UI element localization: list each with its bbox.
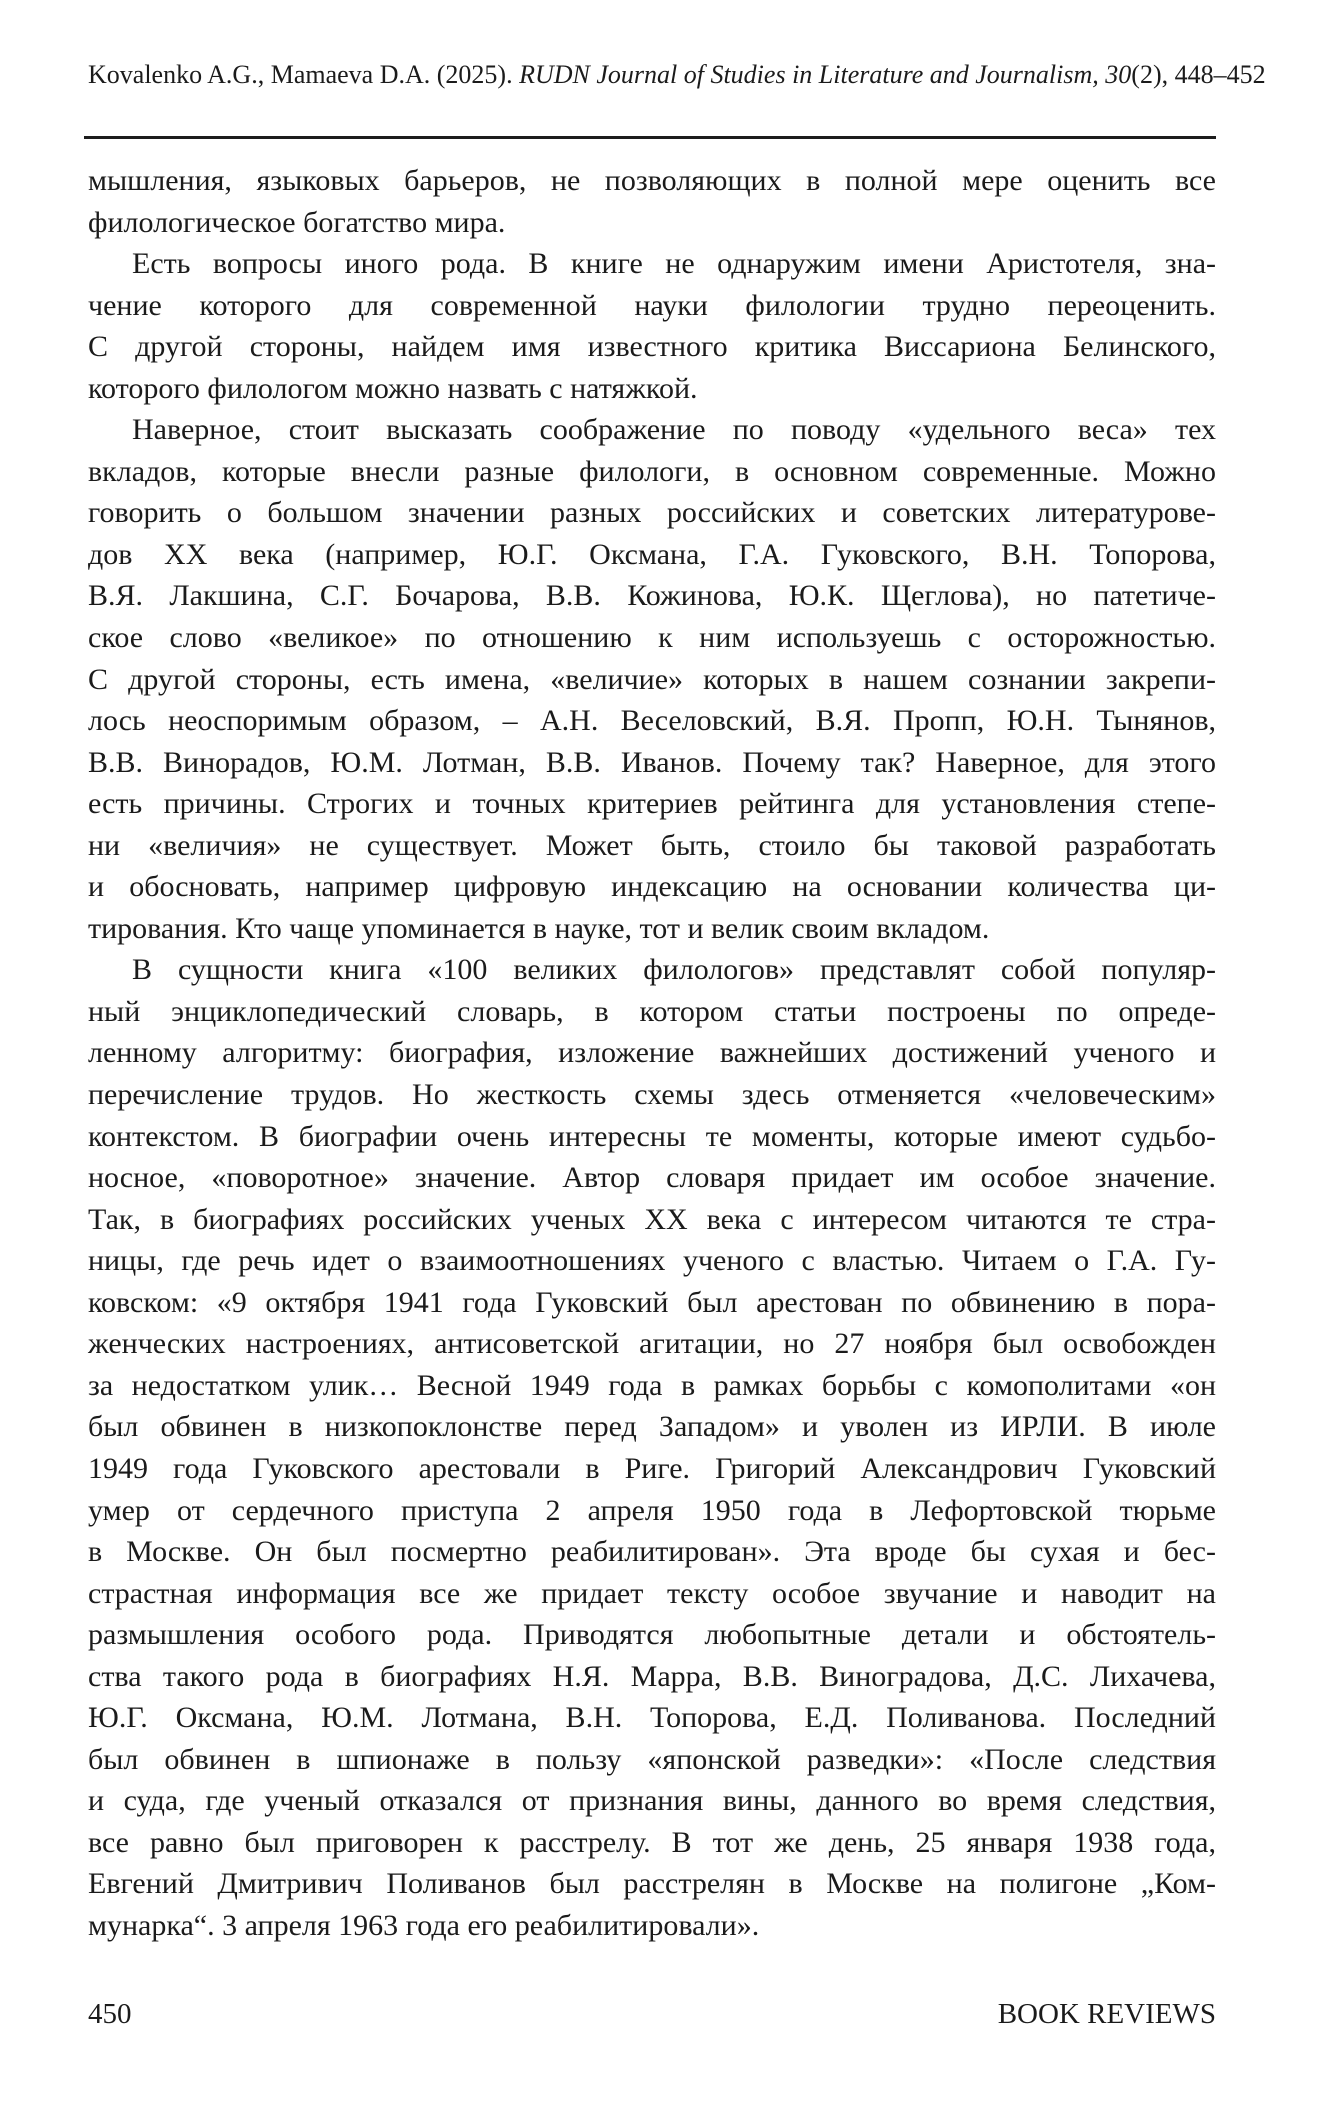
text-line: В.В. Винорадов, Ю.М. Лотман, В.В. Иванов. Почему так? Наверное, для этого [88,745,1216,779]
paragraph [88,160,1216,243]
text-line: ства такого рода в биографиях Н.Я. Марра, В.В. Виноградова, Д.С. Лихачева, [88,1659,1216,1693]
text-line: страстная информация все же придает тексту особое звучание и наводит на [88,1576,1216,1610]
text-line: С другой стороны, есть имена, «величие» которых в нашем сознании закрепи- [88,662,1216,696]
text-line: Есть вопросы иного рода. В книге не однаружим имени Аристотеля, зна- [132,247,1216,281]
paragraph [88,243,1216,409]
text-line: умер от сердечного приступа 2 апреля 1950 года в Лефортовской тюрьме [88,1493,1216,1527]
paragraph [88,409,1216,949]
text-line: Наверное, стоит высказать соображение по поводу «удельного веса» тех [132,413,1216,447]
running-head-citation [88,58,1266,92]
text-line: филологическое богатство мира. [88,205,506,239]
text-line: ницы, где речь идет о взаимоотношениях ученого с властью. Читаем о Г.А. Гу- [88,1244,1216,1278]
text-line: и суда, где ученый отказался от признания вины, данного во время следствия, [88,1784,1216,1818]
text-line: которого филологом можно назвать с натяжкой. [88,371,698,405]
text-line: тирования. Кто чаще упоминается в науке, тот и велик своим вкладом. [88,911,990,945]
text-line: перечисление трудов. Но жесткость схемы здесь отменяется «человеческим» [88,1078,1216,1112]
text-line: контекстом. В биографии очень интересны те моменты, которые имеют судьбо- [88,1119,1216,1153]
text-line: ковском: «9 октября 1941 года Гуковский был арестован по обвинению в пора- [88,1285,1216,1319]
text-line: ское слово «великое» по отношению к ним используешь с осторожностью. [88,621,1216,655]
citation-journal-title: RUDN Journal of Studies in Literature and Journalism, 30 [519,60,1132,89]
text-line: лось неоспоримым образом, – А.Н. Веселовский, В.Я. Пропп, Ю.Н. Тынянов, [88,704,1216,738]
text-line: Ю.Г. Оксмана, Ю.М. Лотмана, В.Н. Топорова, Е.Д. Поливанова. Последний [88,1701,1216,1735]
text-line: В сущности книга «100 великих филологов» представлят собой популяр- [132,953,1216,987]
text-line: был обвинен в низкопоклонстве перед Западом» и уволен из ИРЛИ. В июле [88,1410,1216,1444]
text-line: ни «величия» не существует. Может быть, стоило бы таковой разработать [88,828,1216,862]
text-line: все равно был приговорен к расстрелу. В тот же день, 25 января 1938 года, [88,1825,1216,1859]
text-line: размышления особого рода. Приводятся любопытные детали и обстоятель- [88,1618,1216,1652]
text-line: в Москве. Он был посмертно реабилитирован». Эта вроде бы сухая и бес- [88,1535,1216,1569]
text-line: Евгений Дмитривич Поливанов был расстрелян в Москве на полигоне „Ком- [88,1867,1216,1901]
text-line: дов XX века (например, Ю.Г. Оксмана, Г.А. Гуковского, В.Н. Топорова, [88,537,1216,571]
page-footer [88,1998,1216,2031]
text-line: за недостатком улик… Весной 1949 года в рамках борьбы с комополитами «он [88,1368,1216,1402]
text-line: вкладов, которые внесли разные филологи, в основном современные. Можно [88,454,1216,488]
text-line: есть причины. Строгих и точных критериев рейтинга для установления степе- [88,787,1216,821]
text-line: был обвинен в шпионаже в пользу «японской разведки»: «После следствия [88,1742,1216,1776]
paragraph [88,949,1216,1946]
page-number: 450 [88,1998,132,2030]
text-line: чение которого для современной науки филологии трудно переоценить. [88,288,1216,322]
text-line: женческих настроениях, антисоветской агитации, но 27 ноября был освобожден [88,1327,1216,1361]
text-line: ный энциклопедический словарь, в котором статьи построены по опреде- [88,994,1216,1028]
text-line: носное, «поворотное» значение. Автор словаря придает им особое значение. [88,1161,1216,1195]
header-rule [84,136,1216,139]
citation-issue-pages: (2), 448–452 [1131,60,1266,89]
text-line: и обосновать, например цифровую индексацию на основании количества ци- [88,870,1216,904]
text-line: В.Я. Лакшина, С.Г. Бочарова, В.В. Кожинова, Ю.К. Щеглова), но патетиче- [88,579,1216,613]
text-line: говорить о большом значении разных российских и советских литературове- [88,496,1216,530]
text-line: 1949 года Гуковского арестовали в Риге. Григорий Александрович Гуковский [88,1451,1216,1485]
text-line: мышления, языковых барьеров, не позволяющих в полной мере оценить все [88,164,1216,197]
text-line: С другой стороны, найдем имя известного критика Виссариона Белинского, [88,330,1216,364]
article-body [88,160,1216,1947]
text-line: Так, в биографиях российских ученых XX века с интересом читаются те стра- [88,1202,1216,1236]
text-line: мунарка“. 3 апреля 1963 года его реабилитировали». [88,1908,760,1942]
running-footer-title: BOOK REVIEWS [997,1998,1216,2030]
text-line: ленному алгоритму: биография, изложение важнейших достижений ученого и [88,1036,1216,1070]
citation-authors: Kovalenko A.G., Mamaeva D.A. (2025). [88,60,520,89]
